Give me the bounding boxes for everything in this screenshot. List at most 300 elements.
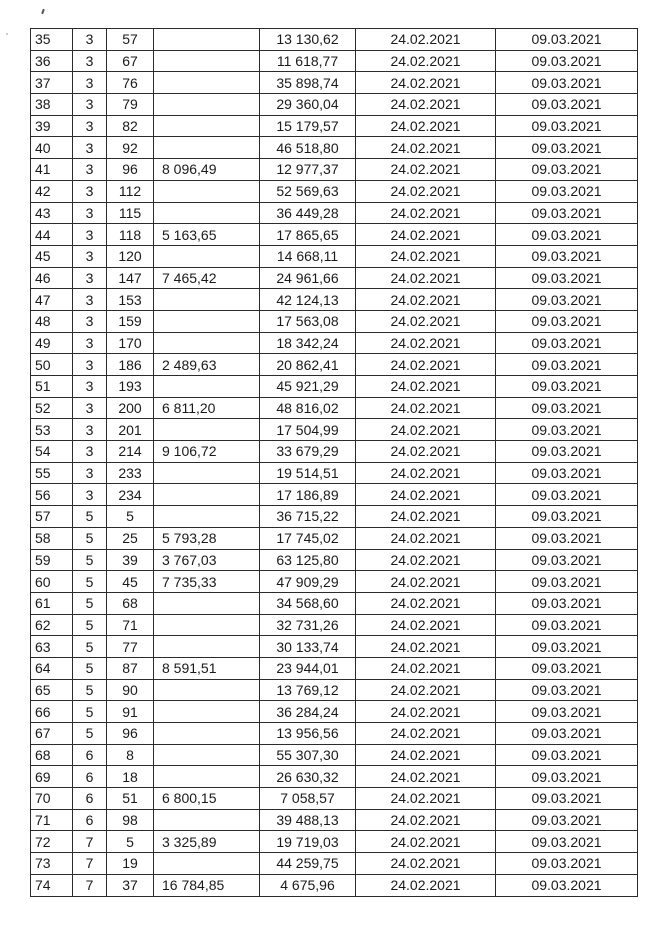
- amount-a-cell: 8 096,49: [154, 159, 260, 181]
- row-number-cell: 65: [31, 679, 73, 701]
- table-row: [31, 788, 638, 810]
- amount-b-cell: 48 816,02: [260, 397, 356, 419]
- row-number-cell: 40: [31, 137, 73, 159]
- table-row: [31, 267, 638, 289]
- id-cell: 68: [107, 592, 154, 614]
- row-number-cell: 68: [31, 744, 73, 766]
- date-start-cell: 24.02.2021: [356, 506, 496, 528]
- amount-a-cell: [154, 180, 260, 202]
- amount-a-cell: [154, 310, 260, 332]
- table-row: [31, 679, 638, 701]
- amount-a-cell: 6 800,15: [154, 788, 260, 810]
- date-end-cell: 09.03.2021: [496, 484, 638, 506]
- amount-a-cell: [154, 137, 260, 159]
- date-end-cell: 09.03.2021: [496, 397, 638, 419]
- amount-a-cell: [154, 376, 260, 398]
- date-start-cell: 24.02.2021: [356, 788, 496, 810]
- row-number-cell: 48: [31, 310, 73, 332]
- table-row: [31, 50, 638, 72]
- table-row: [31, 766, 638, 788]
- amount-b-cell: 63 125,80: [260, 549, 356, 571]
- group-cell: 5: [73, 614, 107, 636]
- date-end-cell: 09.03.2021: [496, 614, 638, 636]
- id-cell: 8: [107, 744, 154, 766]
- id-cell: 98: [107, 809, 154, 831]
- date-end-cell: 09.03.2021: [496, 180, 638, 202]
- amount-a-cell: [154, 72, 260, 94]
- date-start-cell: 24.02.2021: [356, 809, 496, 831]
- id-cell: 200: [107, 397, 154, 419]
- date-end-cell: 09.03.2021: [496, 549, 638, 571]
- date-end-cell: 09.03.2021: [496, 831, 638, 853]
- id-cell: 39: [107, 549, 154, 571]
- id-cell: 77: [107, 636, 154, 658]
- amount-a-cell: [154, 853, 260, 875]
- group-cell: 6: [73, 744, 107, 766]
- amount-b-cell: 26 630,32: [260, 766, 356, 788]
- table-body: [31, 29, 638, 897]
- row-number-cell: 66: [31, 701, 73, 723]
- amount-a-cell: [154, 332, 260, 354]
- id-cell: 57: [107, 29, 154, 51]
- table-row: [31, 701, 638, 723]
- amount-b-cell: 19 719,03: [260, 831, 356, 853]
- id-cell: 170: [107, 332, 154, 354]
- row-number-cell: 54: [31, 441, 73, 463]
- date-end-cell: 09.03.2021: [496, 441, 638, 463]
- row-number-cell: 44: [31, 224, 73, 246]
- table-row: [31, 441, 638, 463]
- group-cell: 3: [73, 354, 107, 376]
- amount-a-cell: [154, 245, 260, 267]
- table-row: [31, 94, 638, 116]
- amount-a-cell: [154, 614, 260, 636]
- date-start-cell: 24.02.2021: [356, 72, 496, 94]
- date-end-cell: 09.03.2021: [496, 310, 638, 332]
- amount-b-cell: 36 715,22: [260, 506, 356, 528]
- amount-b-cell: 55 307,30: [260, 744, 356, 766]
- amount-a-cell: [154, 636, 260, 658]
- table-row: [31, 744, 638, 766]
- scan-speck: [6, 33, 8, 35]
- group-cell: 3: [73, 462, 107, 484]
- table-row: [31, 419, 638, 441]
- date-end-cell: 09.03.2021: [496, 853, 638, 875]
- table-row: [31, 484, 638, 506]
- row-number-cell: 38: [31, 94, 73, 116]
- group-cell: 5: [73, 506, 107, 528]
- row-number-cell: 67: [31, 723, 73, 745]
- table-row: [31, 723, 638, 745]
- table-row: [31, 527, 638, 549]
- date-end-cell: 09.03.2021: [496, 72, 638, 94]
- date-end-cell: 09.03.2021: [496, 766, 638, 788]
- amount-a-cell: [154, 723, 260, 745]
- date-end-cell: 09.03.2021: [496, 115, 638, 137]
- amount-b-cell: 4 675,96: [260, 874, 356, 896]
- amount-a-cell: 16 784,85: [154, 874, 260, 896]
- group-cell: 5: [73, 636, 107, 658]
- row-number-cell: 70: [31, 788, 73, 810]
- group-cell: 5: [73, 701, 107, 723]
- amount-b-cell: 24 961,66: [260, 267, 356, 289]
- amount-a-cell: [154, 94, 260, 116]
- row-number-cell: 41: [31, 159, 73, 181]
- table-row: [31, 657, 638, 679]
- amount-b-cell: 39 488,13: [260, 809, 356, 831]
- date-start-cell: 24.02.2021: [356, 636, 496, 658]
- date-start-cell: 24.02.2021: [356, 831, 496, 853]
- id-cell: 92: [107, 137, 154, 159]
- amount-a-cell: [154, 202, 260, 224]
- table-row: [31, 310, 638, 332]
- id-cell: 90: [107, 679, 154, 701]
- date-start-cell: 24.02.2021: [356, 354, 496, 376]
- table-row: [31, 180, 638, 202]
- amount-a-cell: [154, 484, 260, 506]
- id-cell: 112: [107, 180, 154, 202]
- amount-b-cell: 45 921,29: [260, 376, 356, 398]
- table-row: [31, 636, 638, 658]
- date-start-cell: 24.02.2021: [356, 701, 496, 723]
- date-start-cell: 24.02.2021: [356, 245, 496, 267]
- id-cell: 5: [107, 831, 154, 853]
- table-row: [31, 874, 638, 896]
- table-row: [31, 354, 638, 376]
- group-cell: 3: [73, 29, 107, 51]
- table-row: [31, 115, 638, 137]
- id-cell: 19: [107, 853, 154, 875]
- id-cell: 76: [107, 72, 154, 94]
- id-cell: 25: [107, 527, 154, 549]
- table-row: [31, 224, 638, 246]
- amount-b-cell: 32 731,26: [260, 614, 356, 636]
- amount-a-cell: 8 591,51: [154, 657, 260, 679]
- date-end-cell: 09.03.2021: [496, 29, 638, 51]
- table-row: [31, 397, 638, 419]
- group-cell: 5: [73, 679, 107, 701]
- row-number-cell: 59: [31, 549, 73, 571]
- table-row: [31, 592, 638, 614]
- id-cell: 120: [107, 245, 154, 267]
- group-cell: 3: [73, 159, 107, 181]
- table-row: [31, 159, 638, 181]
- group-cell: 3: [73, 484, 107, 506]
- date-start-cell: 24.02.2021: [356, 853, 496, 875]
- date-start-cell: 24.02.2021: [356, 202, 496, 224]
- group-cell: 3: [73, 267, 107, 289]
- amount-b-cell: 14 668,11: [260, 245, 356, 267]
- row-number-cell: 57: [31, 506, 73, 528]
- amount-b-cell: 36 284,24: [260, 701, 356, 723]
- table-row: [31, 72, 638, 94]
- row-number-cell: 43: [31, 202, 73, 224]
- date-start-cell: 24.02.2021: [356, 332, 496, 354]
- row-number-cell: 51: [31, 376, 73, 398]
- amount-a-cell: [154, 462, 260, 484]
- date-end-cell: 09.03.2021: [496, 94, 638, 116]
- group-cell: 5: [73, 571, 107, 593]
- amount-a-cell: 7 735,33: [154, 571, 260, 593]
- group-cell: 5: [73, 592, 107, 614]
- date-end-cell: 09.03.2021: [496, 657, 638, 679]
- amount-a-cell: [154, 592, 260, 614]
- table-row: [31, 571, 638, 593]
- amount-a-cell: [154, 809, 260, 831]
- row-number-cell: 39: [31, 115, 73, 137]
- date-end-cell: 09.03.2021: [496, 376, 638, 398]
- amount-b-cell: 35 898,74: [260, 72, 356, 94]
- group-cell: 3: [73, 72, 107, 94]
- row-number-cell: 45: [31, 245, 73, 267]
- group-cell: 6: [73, 788, 107, 810]
- id-cell: 159: [107, 310, 154, 332]
- row-number-cell: 49: [31, 332, 73, 354]
- date-start-cell: 24.02.2021: [356, 419, 496, 441]
- amount-b-cell: 46 518,80: [260, 137, 356, 159]
- group-cell: 3: [73, 202, 107, 224]
- table-row: [31, 245, 638, 267]
- amount-b-cell: 11 618,77: [260, 50, 356, 72]
- date-start-cell: 24.02.2021: [356, 592, 496, 614]
- amount-b-cell: 13 769,12: [260, 679, 356, 701]
- id-cell: 91: [107, 701, 154, 723]
- amount-a-cell: 7 465,42: [154, 267, 260, 289]
- amount-b-cell: 42 124,13: [260, 289, 356, 311]
- date-end-cell: 09.03.2021: [496, 809, 638, 831]
- id-cell: 51: [107, 788, 154, 810]
- date-end-cell: 09.03.2021: [496, 788, 638, 810]
- amount-b-cell: 44 259,75: [260, 853, 356, 875]
- id-cell: 115: [107, 202, 154, 224]
- date-start-cell: 24.02.2021: [356, 679, 496, 701]
- row-number-cell: 52: [31, 397, 73, 419]
- table-row: [31, 853, 638, 875]
- id-cell: 79: [107, 94, 154, 116]
- row-number-cell: 42: [31, 180, 73, 202]
- date-start-cell: 24.02.2021: [356, 94, 496, 116]
- date-start-cell: 24.02.2021: [356, 441, 496, 463]
- date-end-cell: 09.03.2021: [496, 527, 638, 549]
- date-start-cell: 24.02.2021: [356, 224, 496, 246]
- amount-a-cell: [154, 744, 260, 766]
- row-number-cell: 69: [31, 766, 73, 788]
- amount-b-cell: 15 179,57: [260, 115, 356, 137]
- date-end-cell: 09.03.2021: [496, 289, 638, 311]
- id-cell: 234: [107, 484, 154, 506]
- row-number-cell: 37: [31, 72, 73, 94]
- date-end-cell: 09.03.2021: [496, 332, 638, 354]
- row-number-cell: 74: [31, 874, 73, 896]
- date-end-cell: 09.03.2021: [496, 744, 638, 766]
- id-cell: 201: [107, 419, 154, 441]
- document-table: [30, 28, 638, 897]
- id-cell: 82: [107, 115, 154, 137]
- table-row: [31, 506, 638, 528]
- date-end-cell: 09.03.2021: [496, 506, 638, 528]
- amount-a-cell: [154, 29, 260, 51]
- date-end-cell: 09.03.2021: [496, 267, 638, 289]
- amount-b-cell: 7 058,57: [260, 788, 356, 810]
- row-number-cell: 60: [31, 571, 73, 593]
- amount-b-cell: 17 504,99: [260, 419, 356, 441]
- row-number-cell: 56: [31, 484, 73, 506]
- date-start-cell: 24.02.2021: [356, 50, 496, 72]
- row-number-cell: 73: [31, 853, 73, 875]
- group-cell: 3: [73, 332, 107, 354]
- group-cell: 3: [73, 115, 107, 137]
- row-number-cell: 53: [31, 419, 73, 441]
- date-start-cell: 24.02.2021: [356, 549, 496, 571]
- group-cell: 3: [73, 180, 107, 202]
- date-end-cell: 09.03.2021: [496, 224, 638, 246]
- amount-b-cell: 36 449,28: [260, 202, 356, 224]
- amount-b-cell: 34 568,60: [260, 592, 356, 614]
- id-cell: 186: [107, 354, 154, 376]
- amount-b-cell: 13 130,62: [260, 29, 356, 51]
- amount-b-cell: 19 514,51: [260, 462, 356, 484]
- date-end-cell: 09.03.2021: [496, 679, 638, 701]
- id-cell: 153: [107, 289, 154, 311]
- table-row: [31, 809, 638, 831]
- date-start-cell: 24.02.2021: [356, 766, 496, 788]
- table-row: [31, 831, 638, 853]
- date-end-cell: 09.03.2021: [496, 245, 638, 267]
- amount-a-cell: [154, 506, 260, 528]
- table-row: [31, 376, 638, 398]
- row-number-cell: 63: [31, 636, 73, 658]
- id-cell: 37: [107, 874, 154, 896]
- table-row: [31, 137, 638, 159]
- amount-a-cell: 2 489,63: [154, 354, 260, 376]
- date-end-cell: 09.03.2021: [496, 159, 638, 181]
- date-start-cell: 24.02.2021: [356, 180, 496, 202]
- group-cell: 5: [73, 723, 107, 745]
- group-cell: 5: [73, 657, 107, 679]
- date-start-cell: 24.02.2021: [356, 137, 496, 159]
- date-start-cell: 24.02.2021: [356, 723, 496, 745]
- table-row: [31, 29, 638, 51]
- amount-a-cell: 6 811,20: [154, 397, 260, 419]
- group-cell: 3: [73, 419, 107, 441]
- date-end-cell: 09.03.2021: [496, 723, 638, 745]
- amount-a-cell: [154, 679, 260, 701]
- group-cell: 3: [73, 94, 107, 116]
- group-cell: 3: [73, 50, 107, 72]
- date-start-cell: 24.02.2021: [356, 874, 496, 896]
- amount-a-cell: [154, 766, 260, 788]
- id-cell: 96: [107, 723, 154, 745]
- id-cell: 67: [107, 50, 154, 72]
- date-end-cell: 09.03.2021: [496, 50, 638, 72]
- date-start-cell: 24.02.2021: [356, 376, 496, 398]
- scan-mark: [41, 9, 45, 14]
- table-row: [31, 202, 638, 224]
- date-start-cell: 24.02.2021: [356, 571, 496, 593]
- id-cell: 87: [107, 657, 154, 679]
- table-row: [31, 462, 638, 484]
- row-number-cell: 50: [31, 354, 73, 376]
- row-number-cell: 35: [31, 29, 73, 51]
- group-cell: 3: [73, 441, 107, 463]
- amount-a-cell: 9 106,72: [154, 441, 260, 463]
- row-number-cell: 64: [31, 657, 73, 679]
- group-cell: 5: [73, 549, 107, 571]
- id-cell: 18: [107, 766, 154, 788]
- group-cell: 6: [73, 766, 107, 788]
- group-cell: 7: [73, 874, 107, 896]
- table-row: [31, 614, 638, 636]
- date-start-cell: 24.02.2021: [356, 527, 496, 549]
- id-cell: 233: [107, 462, 154, 484]
- id-cell: 45: [107, 571, 154, 593]
- date-end-cell: 09.03.2021: [496, 874, 638, 896]
- amount-b-cell: 12 977,37: [260, 159, 356, 181]
- group-cell: 7: [73, 831, 107, 853]
- table-row: [31, 332, 638, 354]
- row-number-cell: 71: [31, 809, 73, 831]
- group-cell: 5: [73, 527, 107, 549]
- date-start-cell: 24.02.2021: [356, 744, 496, 766]
- amount-a-cell: [154, 419, 260, 441]
- group-cell: 3: [73, 289, 107, 311]
- date-start-cell: 24.02.2021: [356, 657, 496, 679]
- group-cell: 3: [73, 224, 107, 246]
- group-cell: 3: [73, 137, 107, 159]
- amount-b-cell: 20 862,41: [260, 354, 356, 376]
- amount-b-cell: 17 865,65: [260, 224, 356, 246]
- date-start-cell: 24.02.2021: [356, 289, 496, 311]
- group-cell: 3: [73, 376, 107, 398]
- amount-a-cell: 3 325,89: [154, 831, 260, 853]
- id-cell: 118: [107, 224, 154, 246]
- amount-b-cell: 29 360,04: [260, 94, 356, 116]
- group-cell: 6: [73, 809, 107, 831]
- amount-a-cell: [154, 289, 260, 311]
- id-cell: 71: [107, 614, 154, 636]
- row-number-cell: 58: [31, 527, 73, 549]
- group-cell: 3: [73, 310, 107, 332]
- date-end-cell: 09.03.2021: [496, 462, 638, 484]
- amount-a-cell: 5 793,28: [154, 527, 260, 549]
- group-cell: 3: [73, 397, 107, 419]
- table-row: [31, 549, 638, 571]
- amount-a-cell: [154, 50, 260, 72]
- date-end-cell: 09.03.2021: [496, 571, 638, 593]
- table-row: [31, 289, 638, 311]
- row-number-cell: 46: [31, 267, 73, 289]
- date-end-cell: 09.03.2021: [496, 636, 638, 658]
- amount-b-cell: 33 679,29: [260, 441, 356, 463]
- id-cell: 96: [107, 159, 154, 181]
- amount-a-cell: [154, 701, 260, 723]
- amount-a-cell: 5 163,65: [154, 224, 260, 246]
- date-start-cell: 24.02.2021: [356, 397, 496, 419]
- amount-b-cell: 23 944,01: [260, 657, 356, 679]
- amount-a-cell: 3 767,03: [154, 549, 260, 571]
- amount-b-cell: 17 186,89: [260, 484, 356, 506]
- row-number-cell: 36: [31, 50, 73, 72]
- amount-b-cell: 17 563,08: [260, 310, 356, 332]
- date-end-cell: 09.03.2021: [496, 419, 638, 441]
- date-start-cell: 24.02.2021: [356, 29, 496, 51]
- amount-b-cell: 13 956,56: [260, 723, 356, 745]
- group-cell: 7: [73, 853, 107, 875]
- date-start-cell: 24.02.2021: [356, 267, 496, 289]
- group-cell: 3: [73, 245, 107, 267]
- row-number-cell: 47: [31, 289, 73, 311]
- date-end-cell: 09.03.2021: [496, 202, 638, 224]
